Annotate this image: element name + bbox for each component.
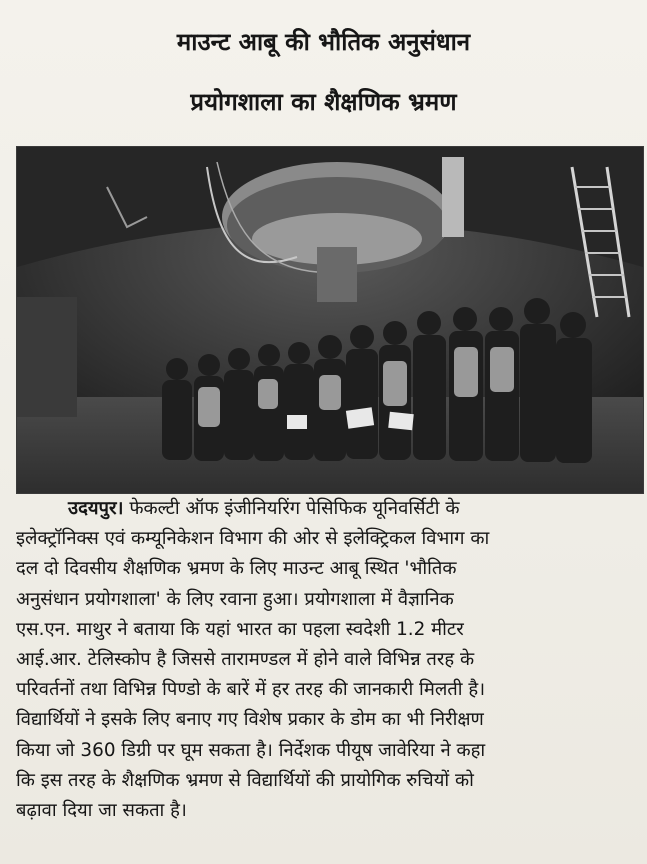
article-line-9: किया जो 360 डिग्री पर घूम सकता है। निर्देशक पीयूष जावेरिया ने कहा — [16, 739, 486, 761]
article-line-8: विद्यार्थियों ने इसके लिए बनाए गए विशेष प्रकार के डोम का भी निरीक्षण — [16, 709, 484, 731]
article-line-5: एस.एन. माथुर ने बताया कि यहां भारत का पहला स्वदेशी 1.2 मीटर — [16, 618, 464, 640]
headline — [0, 12, 647, 132]
article-line-11: बढ़ावा दिया जा सकता है। — [16, 800, 187, 822]
article-body — [16, 494, 642, 826]
group-photo-telescope-icon — [17, 147, 643, 493]
article-line-7: परिवर्तनों तथा विभिन्न पिण्डो के बारें में हर तरह की जानकारी मिलती है। — [16, 679, 486, 701]
article-line-2: इलेक्ट्रॉनिक्स एवं कम्यूनिकेशन विभाग की ओर से इलेक्ट्रिकल विभाग का — [16, 528, 490, 550]
news-photo — [16, 146, 644, 494]
article-line-6: आई.आर. टेलिस्कोप है जिससे तारामण्डल में होने वाले विभिन्न तरह के — [16, 649, 475, 671]
headline-line-2: प्रयोगशाला का शैक्षणिक भ्रमण — [190, 88, 457, 116]
article-line-10: कि इस तरह के शैक्षणिक भ्रमण से विद्यार्थियों की प्रायोगिक रुचियों को — [16, 769, 474, 791]
headline-line-1: माउन्ट आबू की भौतिक अनुसंधान — [176, 28, 471, 56]
article-line-4: अनुसंधान प्रयोगशाला' के लिए रवाना हुआ। प्रयोगशाला में वैज्ञानिक — [16, 588, 454, 610]
article-line-1: उदयपुर। फेकल्टी ऑफ इंजीनियरिंग पेसिफिक यूनिवर्सिटी के — [68, 498, 460, 519]
article-line-3: दल दो दिवसीय शैक्षणिक भ्रमण के लिए माउन्ट आबू स्थित 'भौतिक — [16, 558, 457, 580]
dateline: उदयपुर। — [68, 498, 124, 519]
